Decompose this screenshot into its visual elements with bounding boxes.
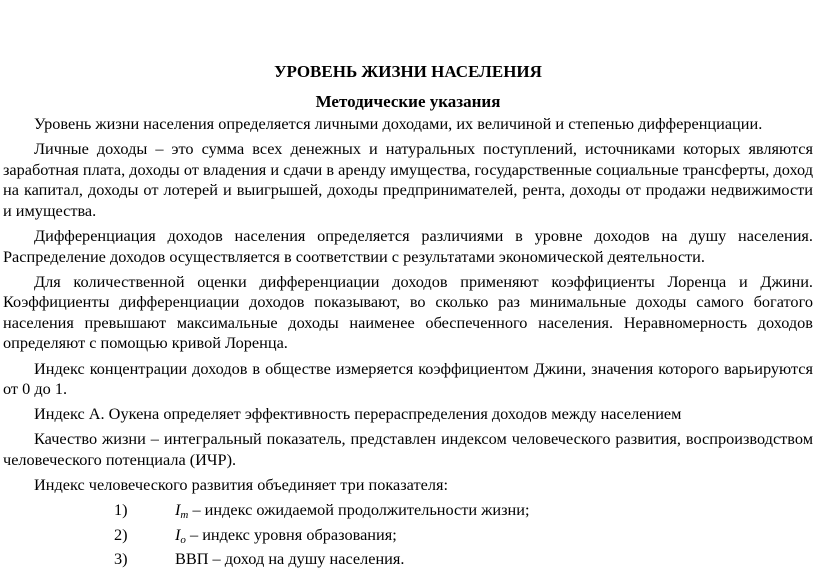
- list-number: 2): [114, 524, 128, 544]
- paragraph: Индекс концентрации доходов в обществе измеряется коэффициентом Джини, значения которого варьируются от 0 до 1.: [3, 358, 813, 399]
- list-text: $I_o$ – индекс уровня образования;: [175, 524, 397, 546]
- document-subtitle: Методические указания: [315, 92, 501, 111]
- document-body: [3, 114, 813, 574]
- paragraph: Для количественной оценки дифференциации доходов применяют коэффициенты Лоренца и Джини. Коэффициенты дифференциации доходов показывают, во сколько раз минимальные доходы самого богатого населения превышают максимальные доходы наименее обеспеченного населения. Неравномерность доходов определяют с помощью кривой Лоренца.: [3, 271, 813, 353]
- list-symbol: $I_o$: [175, 524, 186, 546]
- list-symbol: $I_m$: [175, 500, 189, 522]
- paragraph: Индекс человеческого развития объединяет три показателя:: [34, 475, 448, 494]
- list-item: [3, 549, 813, 574]
- paragraph: Качество жизни – интегральный показатель, представлен индексом человеческого развития, воспроизводством человеческого потенциала (ИЧР).: [3, 429, 813, 469]
- list-number: 1): [114, 500, 128, 520]
- paragraph: Дифференциация доходов населения определяется различиями в уровне доходов на душу населения. Распределение доходов осуществляется в соответствии с результатами экономической деятельности.: [3, 225, 813, 266]
- list-text: ВВП – доход на душу населения.: [175, 549, 405, 569]
- paragraph: Уровень жизни населения определяется личными доходами, их величиной и степенью дифференциации.: [34, 114, 763, 133]
- list-item: [3, 500, 813, 525]
- paragraph: Индекс А. Оукена определяет эффективность перераспределения доходов между населением: [34, 404, 682, 424]
- list-item: [3, 525, 813, 550]
- paragraph: Личные доходы – это сумма всех денежных и натуральных поступлений, источниками которых являются заработная плата, доходы от владения и сдачи в аренду имущества, государственные социальные трансферты, доход на капитал, доходы от лотерей и выигрышей, доходы предпринимателей, рента, доходы от продажи недвижимости и имущества.: [3, 139, 813, 220]
- document-title: УРОВЕНЬ ЖИЗНИ НАСЕЛЕНИЯ: [274, 62, 542, 81]
- list-number: 3): [114, 549, 128, 569]
- list-text: $I_m$ – индекс ожидаемой продолжительности жизни;: [175, 500, 530, 522]
